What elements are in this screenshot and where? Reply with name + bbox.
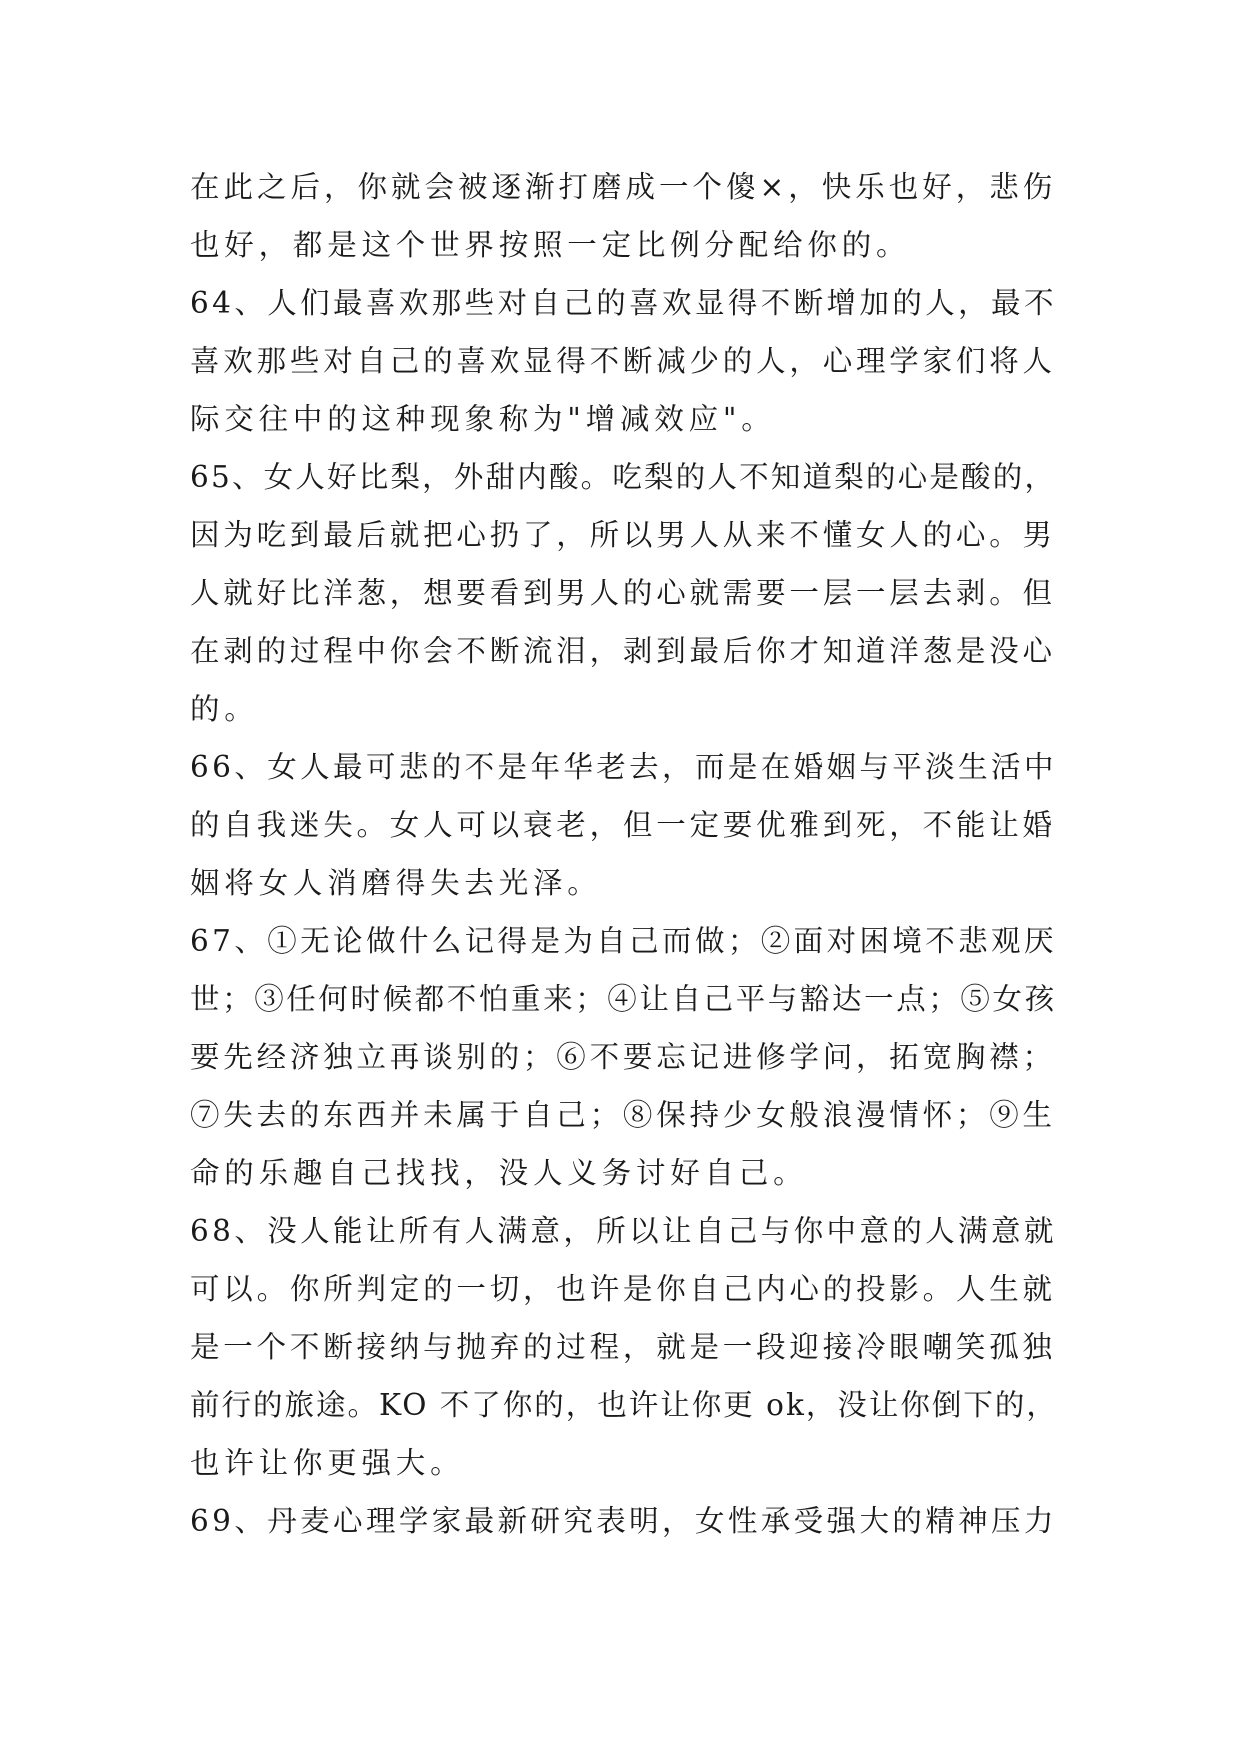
text-line: 可以。你所判定的一切，也许是你自己内心的投影。人生就	[190, 1272, 1056, 1306]
text-line: ⑦失去的东西并未属于自己；⑧保持少女般浪漫情怀；⑨生	[190, 1098, 1056, 1132]
text-line: 因为吃到最后就把心扔了，所以男人从来不懂女人的心。男	[190, 518, 1056, 552]
text-line: 的。	[190, 692, 259, 726]
text-line: 在此之后，你就会被逐渐打磨成一个傻×，快乐也好，悲伤	[190, 170, 1057, 204]
body-text	[190, 158, 1060, 1550]
text-line: 68、没人能让所有人满意，所以让自己与你中意的人满意就	[190, 1214, 1057, 1248]
text-line: 要先经济独立再谈别的；⑥不要忘记进修学问，拓宽胸襟；	[190, 1040, 1056, 1074]
text-line: 66、女人最可悲的不是年华老去，而是在婚姻与平淡生活中	[190, 750, 1057, 784]
text-line: 喜欢那些对自己的喜欢显得不断减少的人，心理学家们将人	[190, 344, 1056, 378]
text-line: 65、女人好比梨，外甜内酸。吃梨的人不知道梨的心是酸的，	[190, 460, 1057, 494]
text-line: 69、丹麦心理学家最新研究表明，女性承受强大的精神压力	[190, 1504, 1057, 1538]
text-line: 是一个不断接纳与抛弃的过程，就是一段迎接冷眼嘲笑孤独	[190, 1330, 1056, 1364]
text-line: 际交往中的这种现象称为"增减效应"。	[190, 402, 776, 436]
text-line: 命的乐趣自己找找，没人义务讨好自己。	[190, 1156, 808, 1190]
text-line: 姻将女人消磨得失去光泽。	[190, 866, 602, 900]
text-line: 64、人们最喜欢那些对自己的喜欢显得不断增加的人，最不	[190, 286, 1057, 320]
text-line: 前行的旅途。KO 不了你的，也许让你更 ok，没让你倒下的，	[190, 1388, 1058, 1422]
text-line: 世；③任何时候都不怕重来；④让自己平与豁达一点；⑤女孩	[190, 982, 1057, 1016]
text-line: 在剥的过程中你会不断流泪，剥到最后你才知道洋葱是没心	[190, 634, 1056, 668]
text-line: 的自我迷失。女人可以衰老，但一定要优雅到死，不能让婚	[190, 808, 1056, 842]
text-line: 67、①无论做什么记得是为自己而做；②面对困境不悲观厌	[190, 924, 1057, 958]
text-line: 也好，都是这个世界按照一定比例分配给你的。	[190, 228, 911, 262]
text-line: 也许让你更强大。	[190, 1446, 465, 1480]
text-line: 人就好比洋葱，想要看到男人的心就需要一层一层去剥。但	[190, 576, 1056, 610]
